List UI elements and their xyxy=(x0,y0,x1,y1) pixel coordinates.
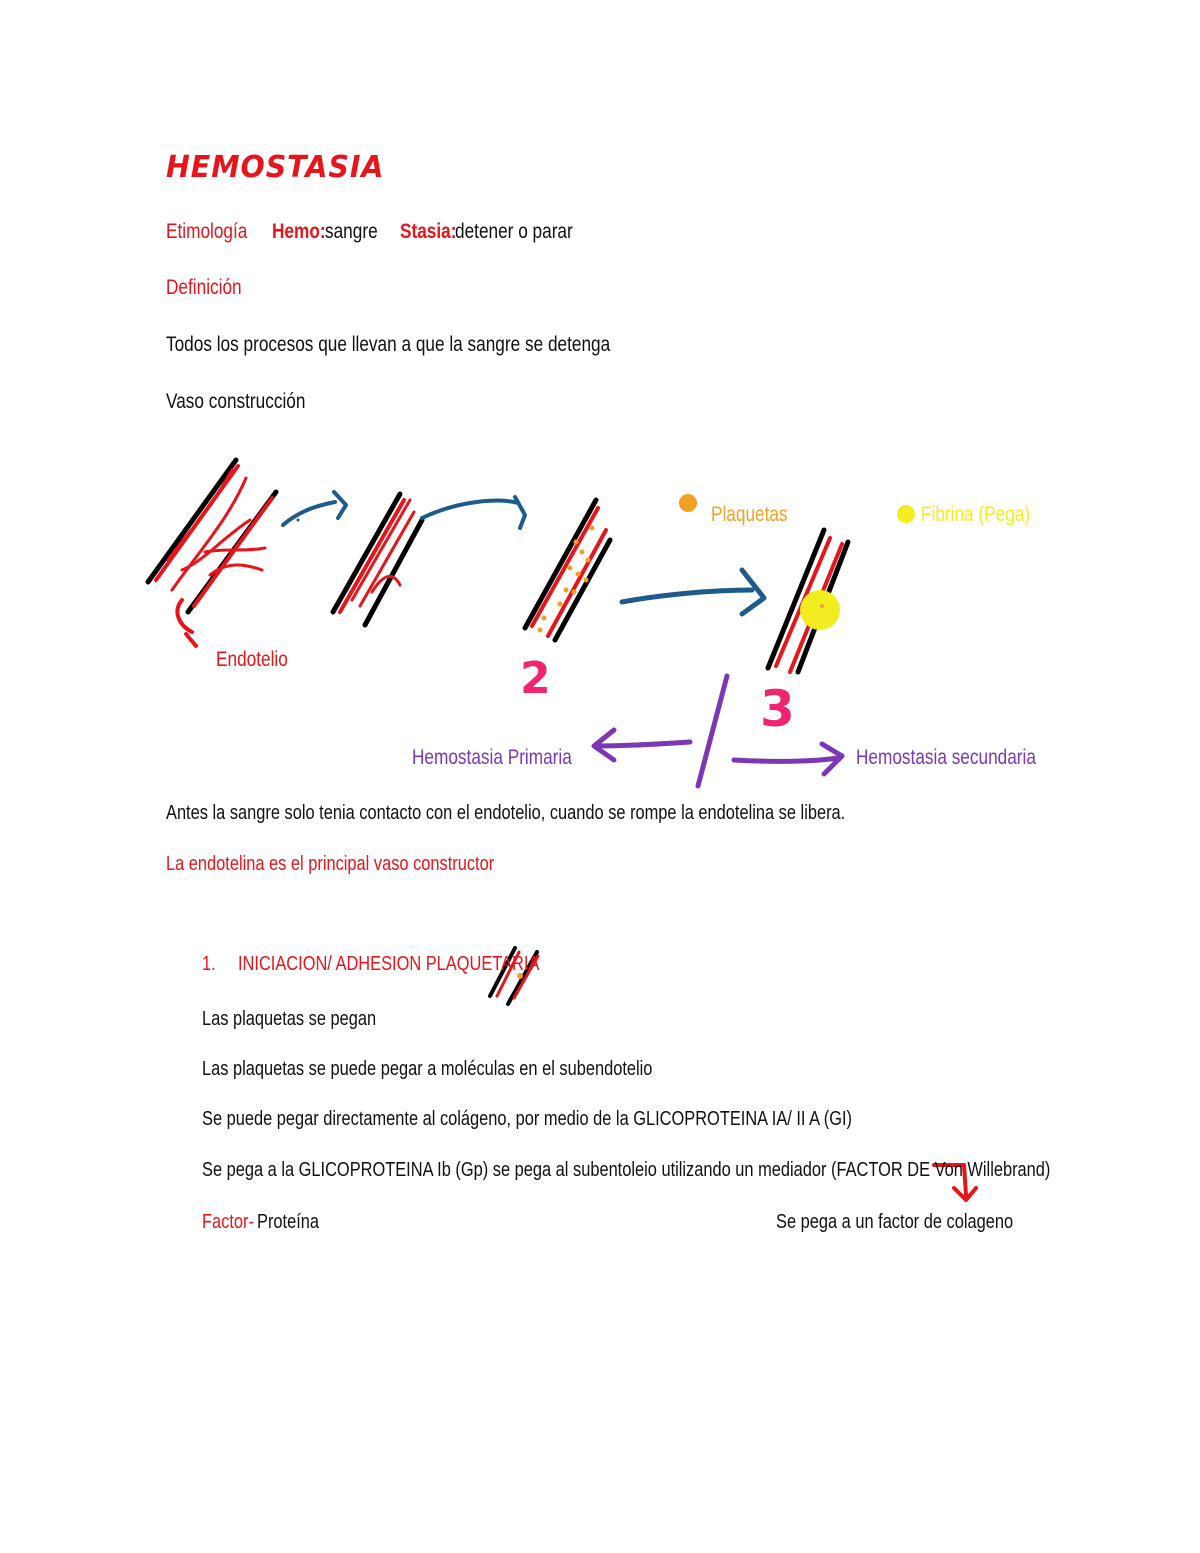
section-1-line-3: Se puede pegar directamente al colágeno, por medio de la GLICOPROTEINA IA/ II A (GI) xyxy=(202,1108,852,1130)
fibrina-label: Fibrina (Pega) xyxy=(921,503,1031,526)
arrow-1 xyxy=(283,502,335,525)
endotelio-label: Endotelio xyxy=(216,648,288,671)
endotelina-text: La endotelina es el principal vaso constructor xyxy=(166,853,495,875)
step-3-number: 3 xyxy=(760,680,795,738)
vessel-3 xyxy=(525,500,610,640)
arrow-2 xyxy=(422,501,518,518)
antes-text: Antes la sangre solo tenia contacto con el endotelio, cuando se rompe la endotelina se libera. xyxy=(166,802,846,824)
section-1-line-4: Se pega a la GLICOPROTEINA Ib (Gp) se pega al subentoleio utilizando un mediador (FACTOR DE Von Willebrand) xyxy=(202,1159,1051,1181)
factor-note: Se pega a un factor de colageno xyxy=(776,1211,1014,1233)
stasia-meaning: detener o parar xyxy=(455,220,573,243)
section-1-line-2: Las plaquetas se puede pegar a moléculas en el subendotelio xyxy=(202,1058,653,1080)
page-title: HEMOSTASIA xyxy=(166,150,385,185)
etimologia-label: Etimología xyxy=(166,220,248,243)
hemo-meaning: sangre xyxy=(325,220,378,243)
fibrina-legend-dot xyxy=(897,505,915,523)
plaquetas-label: Plaquetas xyxy=(711,503,788,526)
definicion-label: Definición xyxy=(166,276,242,299)
section-1-heading: INICIACION/ ADHESION PLAQUETARIA xyxy=(238,953,540,975)
split-line xyxy=(698,676,727,786)
arrow-primaria xyxy=(598,742,690,746)
section-1-line-1: Las plaquetas se pegan xyxy=(202,1008,377,1030)
stasia-term: Stasia: xyxy=(400,220,457,243)
hemostasia-primaria-label: Hemostasia Primaria xyxy=(412,746,572,769)
vessel-4 xyxy=(768,530,848,672)
arrow-3 xyxy=(622,590,752,602)
hemostasia-secundaria-label: Hemostasia secundaria xyxy=(856,746,1036,769)
section-1-number: 1. xyxy=(202,953,216,975)
vaso-construccion: Vaso construcción xyxy=(166,390,306,413)
factor-value: Proteína xyxy=(257,1211,319,1233)
vessel-1 xyxy=(148,460,276,646)
definicion-text: Todos los procesos que llevan a que la sangre se detenga xyxy=(166,333,611,356)
hemo-term: Hemo: xyxy=(272,220,326,243)
factor-label: Factor- xyxy=(202,1211,254,1233)
plaquetas-legend-dot xyxy=(679,494,697,512)
step-2-number: 2 xyxy=(520,653,551,704)
arrow-secundaria xyxy=(734,758,838,761)
vessel-2 xyxy=(333,494,422,625)
